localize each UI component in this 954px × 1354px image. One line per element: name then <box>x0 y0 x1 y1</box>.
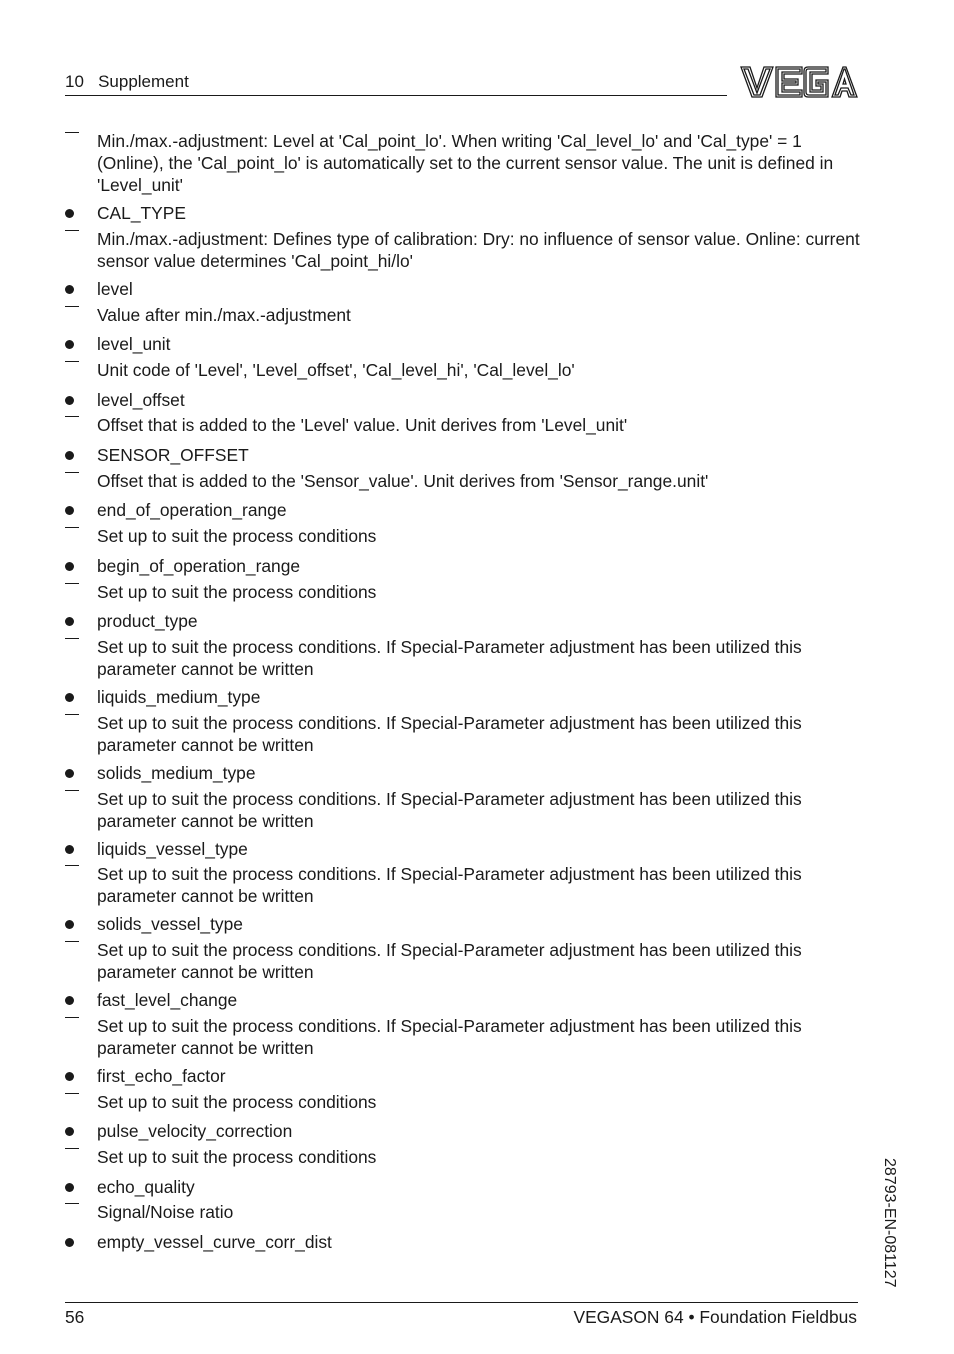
section-header: 10 Supplement <box>65 72 189 91</box>
bullet-icon <box>65 913 79 935</box>
item-text: SENSOR_OFFSET <box>97 445 249 465</box>
parameter-name <box>97 444 861 466</box>
bullet-icon <box>65 444 79 466</box>
parameter-name <box>97 1231 861 1253</box>
parameter-description <box>97 712 861 756</box>
parameter-name <box>97 686 861 708</box>
item-text: first_echo_factor <box>97 1066 226 1086</box>
parameter-name <box>97 1065 861 1087</box>
dash-icon <box>65 788 79 810</box>
dash-icon <box>65 130 79 152</box>
dash-icon <box>65 228 79 250</box>
parameter-description <box>97 228 861 272</box>
item-text: Unit code of 'Level', 'Level_offset', 'Cal_level_hi', 'Cal_level_lo' <box>97 360 575 380</box>
bullet-icon <box>65 278 79 300</box>
parameter-description <box>97 1146 861 1168</box>
bullet-icon <box>65 333 79 355</box>
dash-icon <box>65 525 79 547</box>
bullet-icon <box>65 1176 79 1198</box>
item-text: Set up to suit the process conditions. If Special-Parameter adjustment has been utilized this parameter cannot be written <box>97 789 802 831</box>
item-text: Set up to suit the process conditions. If Special-Parameter adjustment has been utilized this parameter cannot be written <box>97 940 802 982</box>
item-text: echo_quality <box>97 1177 195 1197</box>
document-id: 28793-EN-081127 <box>881 1158 898 1288</box>
item-text: begin_of_operation_range <box>97 556 301 576</box>
parameter-name <box>97 838 861 860</box>
parameter-name <box>97 1120 861 1142</box>
bullet-icon <box>65 1231 79 1253</box>
item-text: CAL_TYPE <box>97 203 186 223</box>
bullet-icon <box>65 1120 79 1142</box>
item-text: product_type <box>97 611 198 631</box>
bullet-icon <box>65 202 79 224</box>
footer-divider <box>65 1302 858 1303</box>
item-text: Set up to suit the process conditions <box>97 582 377 602</box>
item-text: Set up to suit the process conditions. If Special-Parameter adjustment has been utilized this parameter cannot be written <box>97 864 802 906</box>
item-text: Set up to suit the process conditions <box>97 1147 377 1167</box>
dash-icon <box>65 470 79 492</box>
bullet-icon <box>65 838 79 860</box>
item-text: Offset that is added to the 'Sensor_value'. Unit derives from 'Sensor_range.unit' <box>97 471 709 491</box>
item-text: Signal/Noise ratio <box>97 1202 234 1222</box>
bullet-icon <box>65 499 79 521</box>
parameter-description <box>97 1015 861 1059</box>
dash-icon <box>65 581 79 603</box>
dash-icon <box>65 414 79 436</box>
parameter-description <box>97 939 861 983</box>
item-text: level_offset <box>97 390 185 410</box>
dash-icon <box>65 636 79 658</box>
parameter-description <box>97 359 861 381</box>
item-text: end_of_operation_range <box>97 500 287 520</box>
dash-icon <box>65 304 79 326</box>
bullet-icon <box>65 762 79 784</box>
item-text: Min./max.-adjustment: Defines type of calibration: Dry: no influence of sensor value. Online: current sensor value determines 'Cal_point_hi/lo' <box>97 229 860 271</box>
parameter-description <box>97 1091 861 1113</box>
bullet-icon <box>65 610 79 632</box>
parameter-description <box>97 1201 861 1223</box>
item-text: Min./max.-adjustment: Level at 'Cal_point_lo'. When writing 'Cal_level_lo' and 'Cal_type' = 1 (Online), the 'Cal_point_lo' is automatically set to the current sensor value. The unit is defined in 'Level_unit' <box>97 131 834 195</box>
item-text: liquids_medium_type <box>97 687 261 707</box>
parameter-description <box>97 636 861 680</box>
item-text: Set up to suit the process conditions <box>97 1092 377 1112</box>
parameter-description <box>97 470 861 492</box>
parameter-name <box>97 389 861 411</box>
parameter-name <box>97 989 861 1011</box>
parameter-description <box>97 581 861 603</box>
dash-icon <box>65 939 79 961</box>
bullet-icon <box>65 686 79 708</box>
dash-icon <box>65 1146 79 1168</box>
parameter-description <box>97 130 861 196</box>
item-text: Set up to suit the process conditions. If Special-Parameter adjustment has been utilized this parameter cannot be written <box>97 713 802 755</box>
item-text: Set up to suit the process conditions. If Special-Parameter adjustment has been utilized this parameter cannot be written <box>97 1016 802 1058</box>
parameter-description <box>97 788 861 832</box>
parameter-name <box>97 555 861 577</box>
parameter-name <box>97 913 861 935</box>
header-divider <box>65 95 727 96</box>
parameter-name <box>97 499 861 521</box>
parameter-name <box>97 762 861 784</box>
parameter-description <box>97 414 861 436</box>
item-text: fast_level_change <box>97 990 238 1010</box>
parameter-name <box>97 333 861 355</box>
item-text: pulse_velocity_correction <box>97 1121 293 1141</box>
dash-icon <box>65 1091 79 1113</box>
parameter-name <box>97 202 861 224</box>
parameter-description <box>97 525 861 547</box>
item-text: solids_vessel_type <box>97 914 243 934</box>
item-text: Set up to suit the process conditions <box>97 526 377 546</box>
item-text: level_unit <box>97 334 171 354</box>
dash-icon <box>65 1015 79 1037</box>
dash-icon <box>65 1201 79 1223</box>
vega-logo <box>740 66 858 98</box>
parameter-description <box>97 863 861 907</box>
dash-icon <box>65 712 79 734</box>
item-text: Offset that is added to the 'Level' value. Unit derives from 'Level_unit' <box>97 415 628 435</box>
item-text: level <box>97 279 133 299</box>
item-text: Value after min./max.-adjustment <box>97 305 351 325</box>
dash-icon <box>65 359 79 381</box>
item-text: empty_vessel_curve_corr_dist <box>97 1232 332 1252</box>
bullet-icon <box>65 389 79 411</box>
parameter-name <box>97 1176 861 1198</box>
parameter-name <box>97 610 861 632</box>
bullet-icon <box>65 1065 79 1087</box>
page-number: 56 <box>65 1307 85 1327</box>
product-name: VEGASON 64 • Foundation Fieldbus <box>573 1307 857 1327</box>
dash-icon <box>65 863 79 885</box>
item-text: solids_medium_type <box>97 763 256 783</box>
bullet-icon <box>65 555 79 577</box>
item-text: Set up to suit the process conditions. If Special-Parameter adjustment has been utilized this parameter cannot be written <box>97 637 802 679</box>
item-text: liquids_vessel_type <box>97 839 248 859</box>
parameter-description <box>97 304 861 326</box>
bullet-icon <box>65 989 79 1011</box>
parameter-name <box>97 278 861 300</box>
